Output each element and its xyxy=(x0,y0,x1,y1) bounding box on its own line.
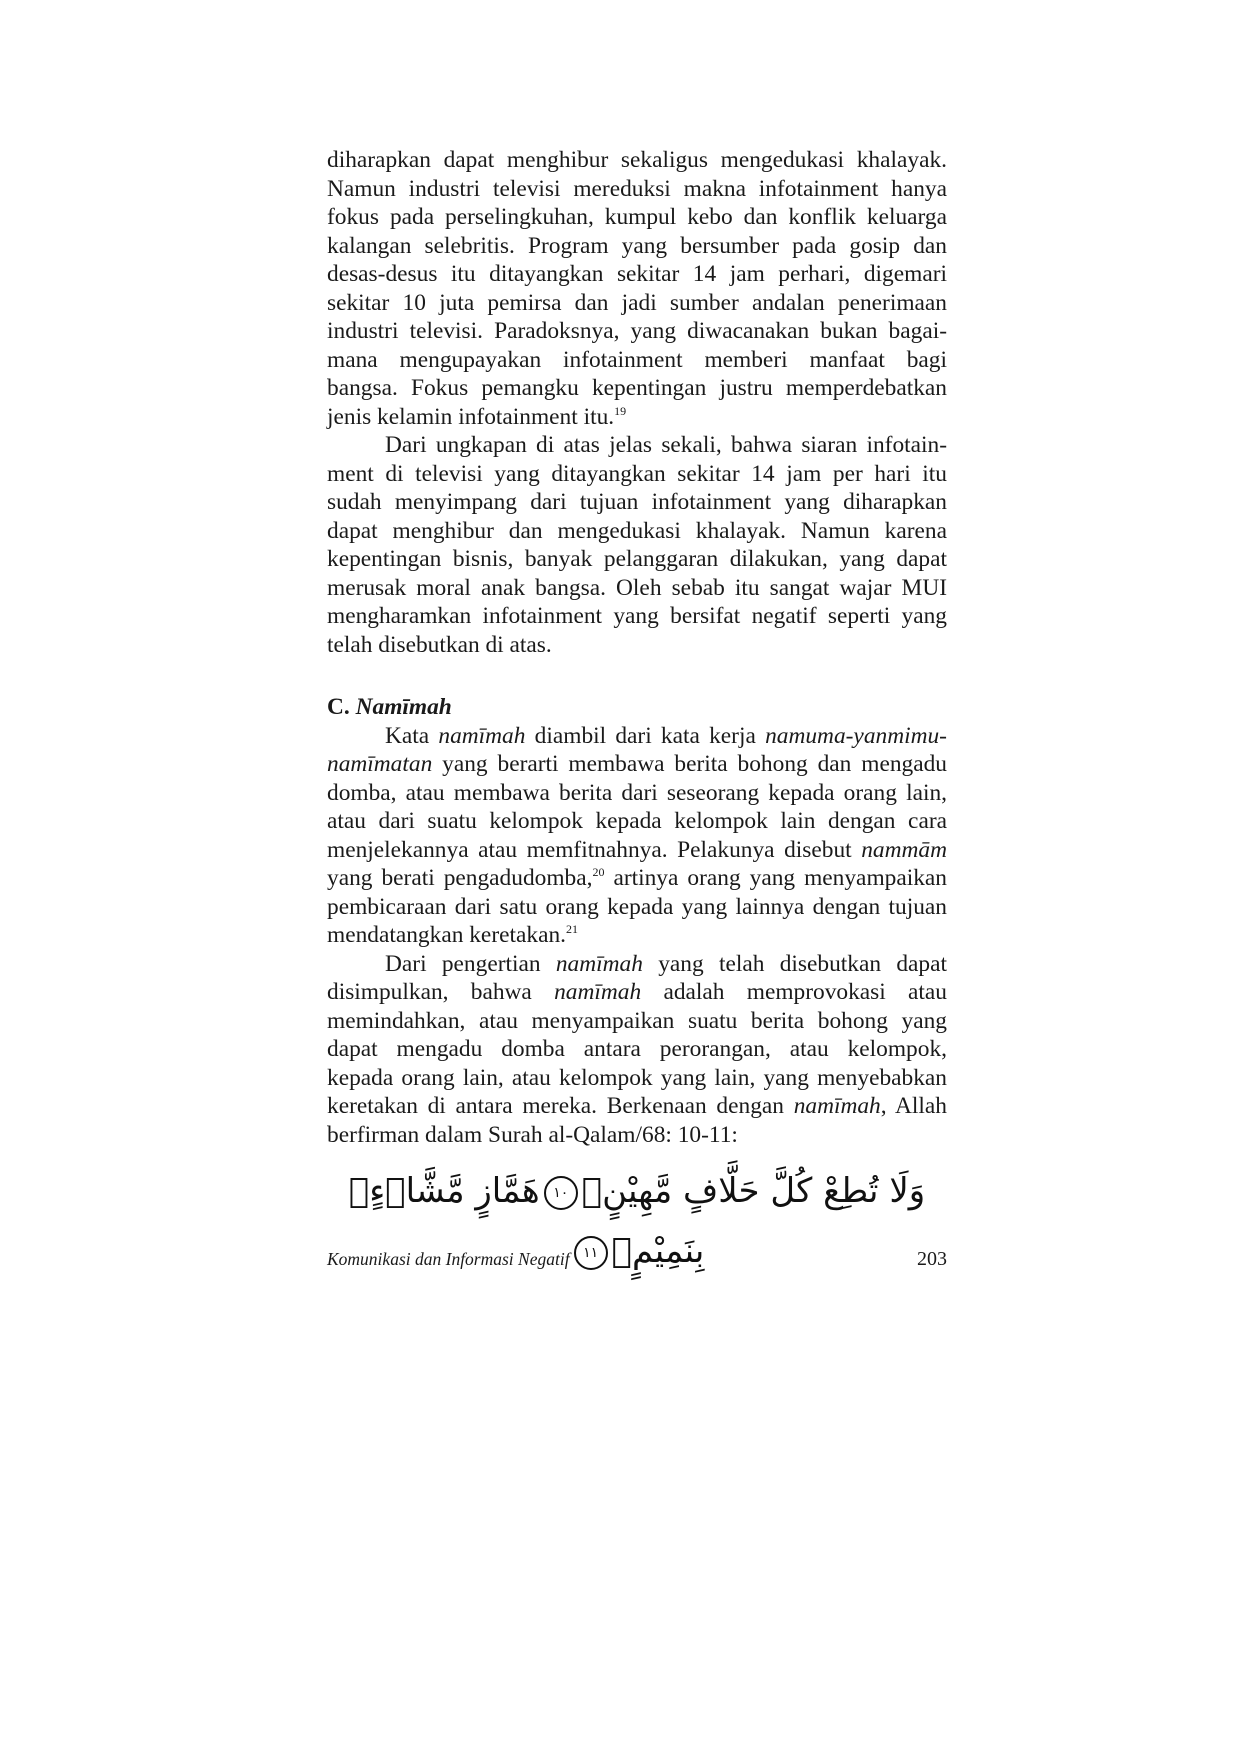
text-fragment: diambil dari kata kerja xyxy=(525,722,766,749)
text-fragment: keretakan di antara mereka. Berkenaan dengan xyxy=(327,1093,794,1119)
running-title: Komunikasi dan Informasi Negatif xyxy=(327,1249,570,1269)
footnote-ref-20[interactable]: 20 xyxy=(592,865,605,879)
text-line: kalangan selebritis. Program yang bersumber pada gosip dan xyxy=(327,232,947,259)
section-title: Namīmah xyxy=(355,694,452,720)
text-fragment: yang berarti membawa berita bohong dan mengadu xyxy=(432,751,947,777)
ayah-number-11: ١١ xyxy=(574,1236,608,1270)
text-line xyxy=(327,722,947,751)
text-line: kepentingan bisnis, banyak pelanggaran dilakukan, yang dapat xyxy=(327,546,947,572)
text-line xyxy=(327,1092,947,1121)
text-fragment: artinya orang yang menyampaikan xyxy=(604,865,947,891)
text-line: sekitar 10 juta pemirsa dan jadi sumber andalan penerimaan xyxy=(327,289,947,316)
verse-11-text: هَمَّازٍ مَّشَّاۤءٍۢ بِنَمِيْمٍۙ xyxy=(348,1171,705,1271)
text-line: domba, atau membawa berita dari seseorang kepada orang lain, xyxy=(327,779,947,806)
term-italic: nammām xyxy=(861,836,947,863)
text-line: dapat menghibur dan mengedukasi khalayak. Namun karena xyxy=(327,517,947,544)
text-fragment: adalah memprovokasi atau xyxy=(641,979,947,1005)
text-line: atau dari suatu kelompok kepada kelompok lain dengan cara xyxy=(327,808,947,834)
section-label: C. xyxy=(327,694,350,720)
text-line: Namun industri televisi mereduksi makna infotainment hanya xyxy=(327,175,947,202)
paragraph-4 xyxy=(327,950,947,1150)
text-line xyxy=(327,750,947,779)
ayah-number-10: ١٠ xyxy=(544,1176,578,1210)
text-line: telah disebutkan di atas. xyxy=(327,631,552,658)
term-italic: namīmah xyxy=(555,950,643,977)
paragraph-1 xyxy=(327,146,947,431)
paragraph-3 xyxy=(327,722,947,950)
text-line: diharapkan dapat menghibur sekaligus mengedukasi khalayak. xyxy=(327,147,947,173)
text-line: bangsa. Fokus pemangku kepentingan justru memperdebatkan xyxy=(327,375,947,401)
page-footer xyxy=(327,1244,947,1274)
text-line xyxy=(327,978,947,1007)
text-line: fokus pada perselingkuhan, kumpul kebo dan konflik keluarga xyxy=(327,204,947,230)
text-line xyxy=(327,950,947,979)
term-italic: namīmatan xyxy=(327,751,433,777)
text-line: dapat mengadu domba antara perorangan, atau kelompok, xyxy=(327,1036,947,1062)
text-line xyxy=(327,836,947,865)
text-line: kepada orang lain, atau kelompok yang lain, yang menyebabkan xyxy=(327,1064,947,1091)
text-fragment: menjelekannya atau memfitnahnya. Pelakunya disebut xyxy=(327,836,862,863)
text-fragment: disimpulkan, bahwa xyxy=(327,979,555,1005)
term-italic: namīmah xyxy=(793,1093,881,1119)
text-line xyxy=(327,921,947,950)
footnote-ref-19[interactable]: 19 xyxy=(614,403,627,418)
verse-10-text: وَلَا تُطِعْ كُلَّ حَلَّافٍ مَّهِيْنٍۙ xyxy=(581,1171,926,1211)
footnote-ref-21[interactable]: 21 xyxy=(566,922,578,936)
text-fragment: Dari pengertian xyxy=(385,950,556,977)
term-italic: namīmah xyxy=(554,979,642,1005)
text-line: merusak moral anak bangsa. Oleh sebab itu sangat wajar MUI xyxy=(327,574,947,601)
text-line: ment di televisi yang ditayangkan sekitar 14 jam per hari itu xyxy=(327,460,947,487)
text-fragment: Kata xyxy=(385,722,439,749)
text-fragment: yang berati pengadudomba, xyxy=(327,865,593,891)
section-heading xyxy=(327,693,947,722)
term-italic: namuma-yanmimu- xyxy=(765,722,947,749)
text-fragment: jenis kelamin infotainment itu. xyxy=(327,403,615,430)
text-line: sudah menyimpang dari tujuan infotainment yang diharapkan xyxy=(327,489,947,515)
text-line: mana mengupayakan infotainment memberi manfaat bagi xyxy=(327,346,947,373)
text-line xyxy=(327,864,947,893)
text-line: pembicaraan dari satu orang kepada yang lainnya dengan tujuan xyxy=(327,893,947,920)
text-line: memindahkan, atau menyampaikan suatu berita bohong yang xyxy=(327,1007,947,1034)
text-fragment: mendatangkan keretakan. xyxy=(327,922,566,948)
text-line: industri televisi. Paradoksnya, yang diwacanakan bukan bagai- xyxy=(327,318,947,344)
text-line: berfirman dalam Surah al-Qalam/68: 10-11: xyxy=(327,1121,738,1148)
text-line xyxy=(327,403,947,432)
text-line: desas-desus itu ditayangkan sekitar 14 jam perhari, digemari xyxy=(327,261,947,287)
page-number: 203 xyxy=(917,1248,947,1270)
text-fragment: , Allah xyxy=(880,1093,947,1119)
text-fragment: yang telah disebutkan dapat xyxy=(642,950,947,977)
text-line: Dari ungkapan di atas jelas sekali, bahwa siaran infotain- xyxy=(385,432,947,458)
term-italic: namīmah xyxy=(438,722,526,749)
paragraph-2 xyxy=(327,431,947,659)
text-line: mengharamkan infotainment yang bersifat negatif seperti yang xyxy=(327,603,947,629)
